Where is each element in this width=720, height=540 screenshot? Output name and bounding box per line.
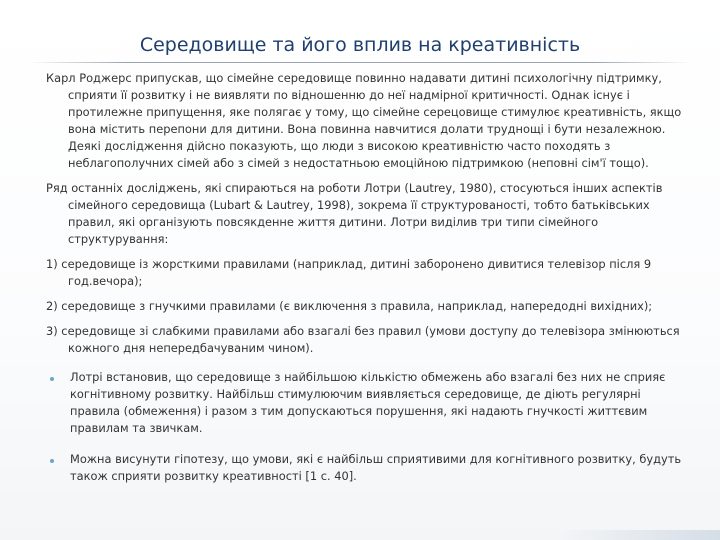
bullet-item-hypothesis — [46, 451, 691, 485]
list-item-weak-rules: 3) середовище зі слабкими правилами або взагалі без правил (умови доступу до телевізора змінюються кожного дня непередбачуваним чином). — [46, 324, 680, 355]
bullet-icon — [50, 377, 54, 381]
bullet-text: Лотрі встановив, що середовище з найбільшою кількістю обмежень або взагалі без них не сприяє когнітивному розвитку. Найбільш стимулюючим виявляється середовище, де діють регулярні правила (обмеження) і разом з тим допускаються порушення, які надають гнучкості життєвим правилам та звичкам. — [70, 370, 666, 435]
bullet-item-findings — [46, 369, 691, 437]
slide-title: Середовище та його вплив на креативність — [139, 34, 581, 56]
bullet-text: Можна висунути гіпотезу, що умови, які є найбільш сприятивими для когнітивного розвитку, будуть також сприяти розвитку креативності [1 с. 40]. — [70, 452, 682, 483]
bullet-icon — [50, 459, 54, 463]
slide-content — [46, 70, 691, 499]
paragraph-lautrey: Ряд останніх досліджень, які спираються на роботи Лотри (Lautrey, 1980), стосуються інших аспектів сімейного середовища (Lubart & Lautrey, 1998), зокрема її структурованості, тобто батьківських правил, які організують повсякденне життя дитини. Лотри виділив три типи сімейного структурування: — [46, 181, 663, 246]
title-divider — [28, 62, 692, 63]
list-item-rigid-rules: 1) середовище із жорсткими правилами (наприклад, дитині заборонено дивитися телевізор після 9 год.вечора); — [46, 257, 652, 288]
decorative-corner — [560, 530, 720, 540]
paragraph-rogers: Карл Роджерс припускав, що сімейне середовище повинно надавати дитині психологічну підтримку, сприяти її розвитку і не виявляти по відношенню до неї надмірної критичності. Однак існує і протилежне припущення, яке полягає у тому, що сімейне серецовище стимулює креативність, якщо вона містить перепони для дитини. Вона повинна навчитися долати труднощі і бути незалежною. Деякі дослідження дійсно показують, що люди з високою креативністю часто походять з неблагополучних сімей або з сімей з недостатньою емоційною підтримкою (неповні сім'ї тощо). — [46, 71, 682, 170]
list-item-flexible-rules: 2) середовище з гнучкими правилами (є виключення з правила, наприклад, напередодні вихідних); — [46, 299, 653, 313]
